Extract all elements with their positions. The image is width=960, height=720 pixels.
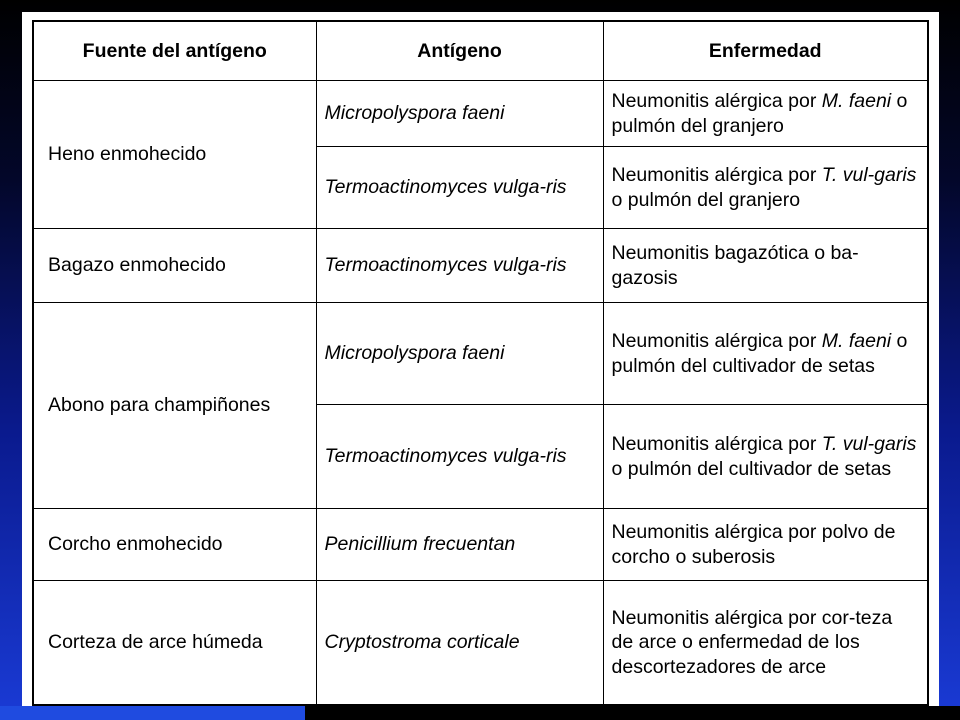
slide-accent-bar (0, 706, 305, 720)
antigen-disease-table (32, 20, 929, 706)
antigen-cell: Cryptostroma corticale (316, 581, 603, 705)
antigen-cell: Termoactinomyces vulga-ris (316, 229, 603, 303)
disease-cell: Neumonitis alérgica por polvo de corcho o suberosis (603, 509, 928, 581)
source-cell: Bagazo enmohecido (33, 229, 316, 303)
disease-cell: Neumonitis alérgica por T. vul-garis o pulmón del granjero (603, 147, 928, 229)
header-source: Fuente del antígeno (33, 21, 316, 81)
header-disease: Enfermedad (603, 21, 928, 81)
table-row (33, 81, 928, 147)
table-panel (22, 12, 939, 706)
disease-cell: Neumonitis alérgica por M. faeni o pulmón del granjero (603, 81, 928, 147)
header-antigen: Antígeno (316, 21, 603, 81)
antigen-cell: Termoactinomyces vulga-ris (316, 147, 603, 229)
antigen-cell: Penicillium frecuentan (316, 509, 603, 581)
source-cell: Heno enmohecido (33, 81, 316, 229)
table-row (33, 303, 928, 405)
disease-cell: Neumonitis alérgica por T. vul-garis o pulmón del cultivador de setas (603, 405, 928, 509)
table-row (33, 581, 928, 705)
source-cell: Abono para champiñones (33, 303, 316, 509)
antigen-cell: Micropolyspora faeni (316, 303, 603, 405)
table-row (33, 509, 928, 581)
antigen-cell: Micropolyspora faeni (316, 81, 603, 147)
header-row (33, 21, 928, 81)
source-cell: Corteza de arce húmeda (33, 581, 316, 705)
disease-cell: Neumonitis alérgica por M. faeni o pulmón del cultivador de setas (603, 303, 928, 405)
slide-bottom-strip (305, 706, 960, 720)
disease-cell: Neumonitis alérgica por cor-teza de arce o enfermedad de los descortezadores de arce (603, 581, 928, 705)
source-cell: Corcho enmohecido (33, 509, 316, 581)
disease-cell: Neumonitis bagazótica o ba-gazosis (603, 229, 928, 303)
antigen-cell: Termoactinomyces vulga-ris (316, 405, 603, 509)
table-row (33, 229, 928, 303)
